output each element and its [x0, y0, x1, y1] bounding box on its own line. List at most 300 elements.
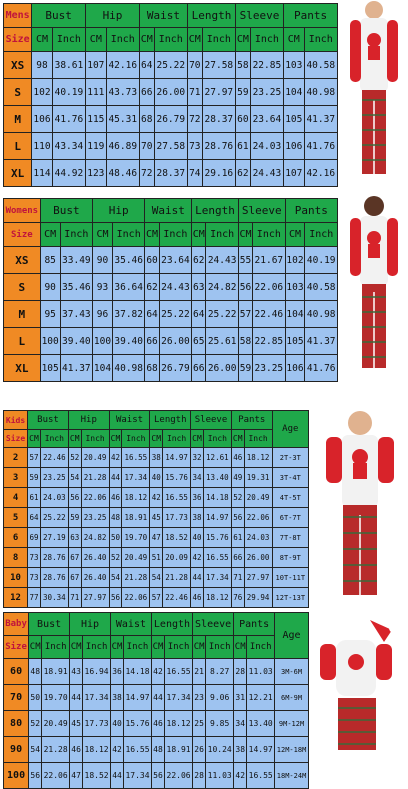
size-value: 100	[4, 763, 29, 789]
measure-value: 107	[86, 52, 106, 79]
group-header: Bust	[40, 199, 92, 223]
measure-value: 26.79	[154, 106, 187, 133]
measure-value: 22.06	[122, 588, 150, 608]
measure-value: 24.03	[250, 133, 283, 160]
measure-value: 85	[40, 247, 60, 274]
measure-value: 74	[187, 160, 202, 187]
measure-value: 45	[150, 508, 163, 528]
measure-value: 42.16	[106, 52, 139, 79]
measure-value: 16.55	[203, 548, 231, 568]
measure-value: 44	[109, 468, 122, 488]
measure-value: 52	[68, 448, 81, 468]
size-label: Size	[4, 636, 29, 659]
baby-size-table	[3, 612, 309, 789]
unit-inch: Inch	[40, 430, 68, 448]
measure-value: 12.21	[247, 685, 275, 711]
size-value: L	[4, 133, 32, 160]
measure-value: 63	[192, 274, 206, 301]
measure-value: 22.85	[253, 328, 285, 355]
measure-value: 54	[150, 568, 163, 588]
size-row	[4, 528, 309, 548]
group-header: Sleeve	[238, 199, 285, 223]
measure-value: 47	[150, 528, 163, 548]
measure-value: 14.97	[163, 448, 191, 468]
age-value: 6M-9M	[275, 685, 309, 711]
size-value: S	[4, 274, 41, 301]
group-header: Waist	[109, 411, 150, 430]
age-value: 6T-7T	[272, 508, 308, 528]
measure-value: 56	[109, 588, 122, 608]
measure-value: 28.76	[40, 548, 68, 568]
kids-pajama-photo	[310, 405, 408, 605]
measure-value: 21	[193, 659, 206, 685]
measure-value: 22.85	[250, 52, 283, 79]
measure-value: 66	[192, 355, 206, 382]
measure-value: 14.18	[124, 659, 152, 685]
size-value: XL	[4, 160, 32, 187]
measure-value: 18.52	[163, 528, 191, 548]
size-value: 8	[4, 548, 28, 568]
measure-value: 26.00	[154, 79, 187, 106]
measure-value: 100	[40, 328, 60, 355]
measure-value: 56	[151, 763, 164, 789]
measure-value: 55	[238, 247, 252, 274]
age-value: 3T-4T	[272, 468, 308, 488]
measure-value: 70	[187, 52, 202, 79]
unit-inch: Inch	[159, 223, 191, 247]
measure-value: 68	[139, 106, 154, 133]
measure-value: 26.00	[244, 548, 272, 568]
measure-value: 43.73	[106, 79, 139, 106]
group-header: Length	[151, 613, 192, 636]
measure-value: 26.40	[81, 548, 109, 568]
measure-value: 16.55	[124, 737, 152, 763]
size-label: Womens	[4, 199, 41, 223]
unit-inch: Inch	[305, 223, 338, 247]
unit-cm: CM	[284, 28, 304, 52]
measure-value: 119	[86, 133, 106, 160]
measure-value: 17.73	[83, 711, 111, 737]
measure-value: 38	[150, 448, 163, 468]
measure-value: 37.43	[60, 301, 92, 328]
measure-value: 59	[68, 508, 81, 528]
group-header: Waist	[110, 613, 151, 636]
unit-inch: Inch	[81, 430, 109, 448]
measure-value: 64	[28, 508, 41, 528]
size-label: Size	[4, 223, 41, 247]
unit-inch: Inch	[112, 223, 144, 247]
size-row	[4, 160, 338, 187]
measure-value: 46	[151, 711, 164, 737]
measure-value: 38.61	[52, 52, 85, 79]
measure-value: 24.82	[81, 528, 109, 548]
measure-value: 28.76	[202, 133, 235, 160]
measure-value: 40.19	[305, 247, 338, 274]
age-value: 2T-3T	[272, 448, 308, 468]
measure-value: 22.06	[244, 508, 272, 528]
measure-value: 18.52	[83, 763, 111, 789]
size-row	[4, 274, 338, 301]
measure-value: 13.40	[247, 711, 275, 737]
measure-value: 20.49	[81, 448, 109, 468]
unit-inch: Inch	[253, 223, 285, 247]
unit-cm: CM	[187, 28, 202, 52]
measure-value: 42	[191, 548, 204, 568]
size-value: 90	[4, 737, 29, 763]
measure-value: 23.25	[250, 79, 283, 106]
measure-value: 60	[145, 247, 159, 274]
measure-value: 8.27	[206, 659, 234, 685]
measure-value: 42	[110, 737, 123, 763]
size-row	[4, 328, 338, 355]
measure-value: 27.58	[154, 133, 187, 160]
measure-value: 95	[40, 301, 60, 328]
measure-value: 40.58	[304, 52, 337, 79]
measure-value: 20.49	[122, 548, 150, 568]
group-header: Sleeve	[193, 613, 234, 636]
size-row	[4, 588, 309, 608]
group-header: Hip	[70, 613, 111, 636]
size-row	[4, 548, 309, 568]
measure-value: 23.25	[40, 468, 68, 488]
measure-value: 64	[192, 301, 206, 328]
unit-cm: CM	[236, 28, 251, 52]
group-header: Hip	[68, 411, 109, 430]
measure-value: 36	[110, 659, 123, 685]
measure-value: 102	[285, 247, 305, 274]
measure-value: 52	[231, 488, 244, 508]
measure-value: 40	[150, 468, 163, 488]
measure-value: 25.61	[206, 328, 238, 355]
size-row	[4, 79, 338, 106]
measure-value: 40.58	[305, 274, 338, 301]
age-value: 12T-13T	[272, 588, 308, 608]
measure-value: 64	[145, 301, 159, 328]
group-header: Bust	[32, 4, 86, 28]
size-label: Size	[4, 430, 28, 448]
measure-value: 25	[193, 711, 206, 737]
measure-value: 19.70	[42, 685, 70, 711]
measure-value: 44	[70, 685, 83, 711]
unit-cm: CM	[193, 636, 206, 659]
measure-value: 41.76	[305, 355, 338, 382]
measure-value: 51	[150, 548, 163, 568]
size-row	[4, 106, 338, 133]
measure-value: 16.94	[83, 659, 111, 685]
measure-value: 59	[238, 355, 252, 382]
measure-value: 27.97	[244, 568, 272, 588]
unit-inch: Inch	[206, 223, 238, 247]
measure-value: 62	[192, 247, 206, 274]
measure-value: 20.49	[42, 711, 70, 737]
measure-value: 59	[236, 79, 251, 106]
unit-cm: CM	[29, 636, 42, 659]
measure-value: 16.55	[165, 659, 193, 685]
measure-value: 56	[68, 488, 81, 508]
measure-value: 17.34	[122, 468, 150, 488]
measure-value: 39.40	[112, 328, 144, 355]
mens-size-table	[3, 3, 338, 187]
age-value: 3M-6M	[275, 659, 309, 685]
measure-value: 41.37	[304, 106, 337, 133]
group-header: Bust	[28, 411, 69, 430]
measure-value: 18.91	[42, 659, 70, 685]
unit-cm: CM	[110, 636, 123, 659]
measure-value: 23.25	[81, 508, 109, 528]
measure-value: 46	[191, 588, 204, 608]
measure-value: 52	[109, 548, 122, 568]
measure-value: 69	[28, 528, 41, 548]
unit-cm: CM	[150, 430, 163, 448]
size-value: 80	[4, 711, 29, 737]
measure-value: 64	[139, 52, 154, 79]
measure-value: 48	[109, 508, 122, 528]
measure-value: 58	[236, 52, 251, 79]
size-row	[4, 568, 309, 588]
measure-value: 30.34	[40, 588, 68, 608]
measure-value: 41.37	[60, 355, 92, 382]
measure-value: 76	[231, 588, 244, 608]
size-value: 2	[4, 448, 28, 468]
measure-value: 38	[191, 508, 204, 528]
measure-value: 24.82	[206, 274, 238, 301]
measure-value: 28.76	[40, 568, 68, 588]
size-value: XS	[4, 52, 32, 79]
measure-value: 67	[68, 548, 81, 568]
measure-value: 66	[231, 548, 244, 568]
measure-value: 46	[109, 488, 122, 508]
measure-value: 34	[234, 711, 247, 737]
measure-value: 96	[93, 301, 113, 328]
measure-value: 58	[238, 328, 252, 355]
measure-value: 47	[70, 763, 83, 789]
measure-value: 18.12	[122, 488, 150, 508]
measure-value: 14.18	[203, 488, 231, 508]
measure-value: 21.28	[122, 568, 150, 588]
measure-value: 28	[234, 659, 247, 685]
size-row	[4, 488, 309, 508]
measure-value: 11.03	[206, 763, 234, 789]
measure-value: 66	[139, 79, 154, 106]
measure-value: 14.97	[124, 685, 152, 711]
measure-value: 107	[284, 160, 304, 187]
measure-value: 11.03	[247, 659, 275, 685]
age-value: 8T-9T	[272, 548, 308, 568]
size-row	[4, 448, 309, 468]
measure-value: 17.34	[165, 685, 193, 711]
measure-value: 54	[68, 468, 81, 488]
unit-cm: CM	[145, 223, 159, 247]
measure-value: 40.19	[52, 79, 85, 106]
unit-inch: Inch	[163, 430, 191, 448]
size-row	[4, 508, 309, 528]
size-value: 4	[4, 488, 28, 508]
age-value: 4T-5T	[272, 488, 308, 508]
measure-value: 38	[234, 737, 247, 763]
measure-value: 106	[32, 106, 52, 133]
measure-value: 90	[40, 274, 60, 301]
age-value: 10T-11T	[272, 568, 308, 588]
size-value: 60	[4, 659, 29, 685]
measure-value: 20.09	[163, 548, 191, 568]
size-row	[4, 763, 309, 789]
unit-inch: Inch	[165, 636, 193, 659]
measure-value: 22.46	[253, 301, 285, 328]
age-value: 7T-8T	[272, 528, 308, 548]
measure-value: 123	[86, 160, 106, 187]
size-row	[4, 685, 309, 711]
measure-value: 38	[110, 685, 123, 711]
measure-value: 104	[93, 355, 113, 382]
measure-value: 28.37	[154, 160, 187, 187]
measure-value: 41.76	[52, 106, 85, 133]
measure-value: 33.49	[60, 247, 92, 274]
measure-value: 73	[28, 568, 41, 588]
age-value: 9M-12M	[275, 711, 309, 737]
size-label: Size	[4, 28, 32, 52]
measure-value: 106	[285, 355, 305, 382]
measure-value: 25.22	[40, 508, 68, 528]
measure-value: 22.06	[253, 274, 285, 301]
measure-value: 46.89	[106, 133, 139, 160]
measure-value: 42	[109, 448, 122, 468]
measure-value: 27.58	[202, 52, 235, 79]
unit-cm: CM	[70, 636, 83, 659]
measure-value: 31	[234, 685, 247, 711]
measure-value: 29.94	[244, 588, 272, 608]
size-row	[4, 247, 338, 274]
measure-value: 42	[151, 659, 164, 685]
measure-value: 57	[238, 301, 252, 328]
measure-value: 66	[145, 328, 159, 355]
measure-value: 77	[28, 588, 41, 608]
measure-value: 18.91	[165, 737, 193, 763]
measure-value: 14.97	[247, 737, 275, 763]
group-header: Pants	[234, 613, 275, 636]
unit-inch: Inch	[122, 430, 150, 448]
measure-value: 41.76	[304, 133, 337, 160]
measure-value: 73	[187, 133, 202, 160]
measure-value: 36.64	[112, 274, 144, 301]
measure-value: 56	[29, 763, 42, 789]
measure-value: 25.22	[159, 301, 191, 328]
measure-value: 105	[285, 328, 305, 355]
size-row	[4, 301, 338, 328]
mens-pajama-photo	[338, 0, 408, 186]
unit-cm: CM	[191, 430, 204, 448]
size-value: XL	[4, 355, 41, 382]
age-value: 18M-24M	[275, 763, 309, 789]
unit-inch: Inch	[250, 28, 283, 52]
size-value: M	[4, 301, 41, 328]
measure-value: 61	[28, 488, 41, 508]
size-row	[4, 355, 338, 382]
measure-value: 50	[109, 528, 122, 548]
measure-value: 23.64	[159, 247, 191, 274]
measure-value: 18.12	[165, 711, 193, 737]
measure-value: 24.03	[244, 528, 272, 548]
measure-value: 102	[32, 79, 52, 106]
group-header: Length	[187, 4, 235, 28]
group-header: Hip	[86, 4, 140, 28]
unit-cm: CM	[192, 223, 206, 247]
measure-value: 28.37	[202, 106, 235, 133]
measure-value: 48	[151, 737, 164, 763]
measure-value: 23.25	[253, 355, 285, 382]
measure-value: 48	[29, 659, 42, 685]
measure-value: 18.12	[203, 588, 231, 608]
measure-value: 26.00	[159, 328, 191, 355]
measure-value: 44	[151, 685, 164, 711]
measure-value: 21.28	[81, 468, 109, 488]
measure-value: 62	[145, 274, 159, 301]
group-header: Hip	[93, 199, 145, 223]
measure-value: 42.16	[304, 160, 337, 187]
measure-value: 115	[86, 106, 106, 133]
group-header: Waist	[139, 4, 187, 28]
unit-inch: Inch	[244, 430, 272, 448]
group-header: Length	[192, 199, 239, 223]
size-row	[4, 711, 309, 737]
measure-value: 15.76	[203, 528, 231, 548]
measure-value: 73	[28, 548, 41, 568]
unit-inch: Inch	[60, 223, 92, 247]
measure-value: 22.06	[165, 763, 193, 789]
unit-cm: CM	[231, 430, 244, 448]
unit-inch: Inch	[154, 28, 187, 52]
measure-value: 62	[236, 160, 251, 187]
measure-value: 54	[109, 568, 122, 588]
womens-pajama-photo	[338, 192, 408, 382]
measure-value: 104	[284, 79, 304, 106]
measure-value: 19.31	[244, 468, 272, 488]
size-row	[4, 133, 338, 160]
measure-value: 10.24	[206, 737, 234, 763]
measure-value: 12.61	[203, 448, 231, 468]
measure-value: 26.40	[81, 568, 109, 588]
measure-value: 61	[231, 528, 244, 548]
measure-value: 104	[285, 301, 305, 328]
measure-value: 103	[285, 274, 305, 301]
measure-value: 105	[40, 355, 60, 382]
measure-value: 26.00	[206, 355, 238, 382]
measure-value: 111	[86, 79, 106, 106]
unit-inch: Inch	[42, 636, 70, 659]
measure-value: 44	[110, 763, 123, 789]
unit-cm: CM	[109, 430, 122, 448]
measure-value: 105	[284, 106, 304, 133]
unit-cm: CM	[151, 636, 164, 659]
measure-value: 114	[32, 160, 52, 187]
measure-value: 98	[32, 52, 52, 79]
measure-value: 72	[187, 106, 202, 133]
measure-value: 26.79	[159, 355, 191, 382]
measure-value: 54	[29, 737, 42, 763]
unit-inch: Inch	[124, 636, 152, 659]
measure-value: 35.46	[60, 274, 92, 301]
measure-value: 13.40	[203, 468, 231, 488]
measure-value: 40	[191, 528, 204, 548]
size-value: M	[4, 106, 32, 133]
measure-value: 40.98	[304, 79, 337, 106]
measure-value: 93	[93, 274, 113, 301]
unit-cm: CM	[238, 223, 252, 247]
age-header: Age	[275, 613, 309, 659]
unit-cm: CM	[28, 430, 41, 448]
measure-value: 32	[191, 448, 204, 468]
measure-value: 16.55	[122, 448, 150, 468]
measure-value: 29.16	[202, 160, 235, 187]
